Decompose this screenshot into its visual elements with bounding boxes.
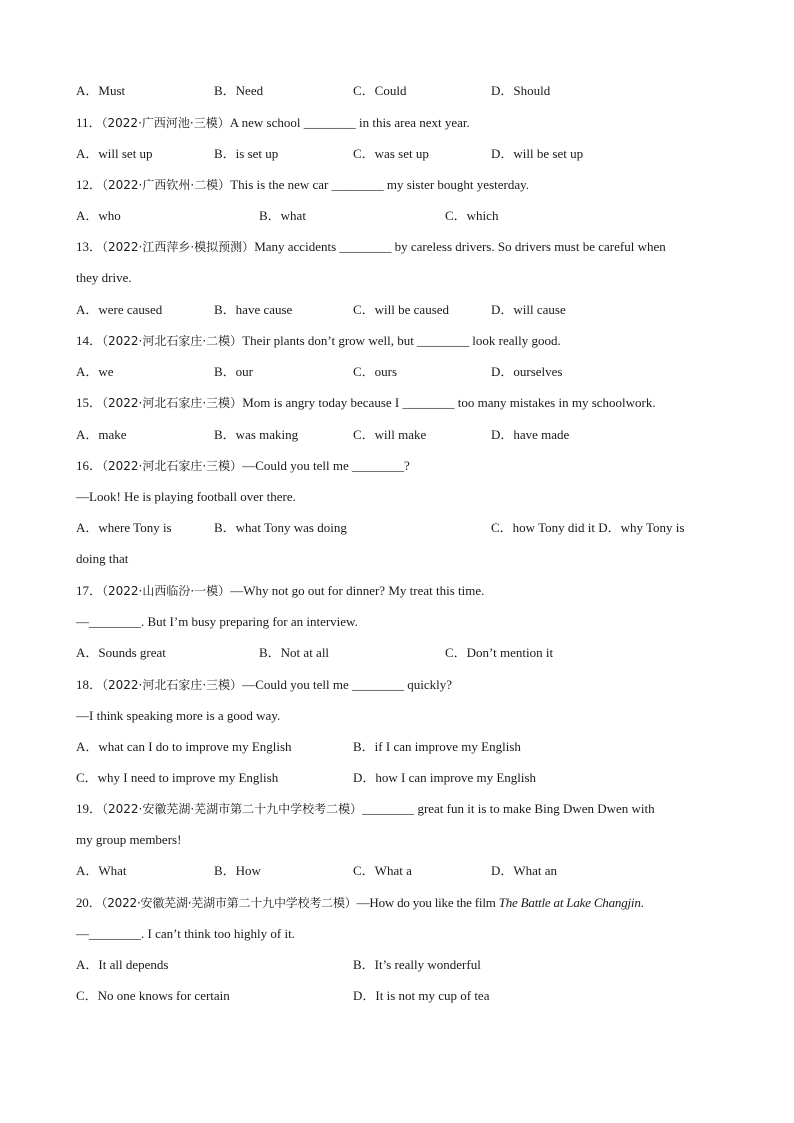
q19-source: （2022·安徽芜湖·芜湖市第二十九中学校考二模） xyxy=(102,802,363,816)
q16-option-a: A．where Tony is xyxy=(76,520,172,535)
q16-number: 16． xyxy=(76,458,103,473)
q17-number: 17． xyxy=(76,583,103,598)
q16-reply: —Look! He is playing football over there. xyxy=(76,489,296,504)
q13-stem-line xyxy=(76,237,666,257)
q20-option-c: C．No one knows for certain xyxy=(76,988,230,1003)
q10-option-a: A．Must xyxy=(76,83,126,98)
q19-option-c: C．What a xyxy=(353,863,412,878)
q13-option-d: D．will cause xyxy=(491,302,566,317)
q12-option-c: C．which xyxy=(445,208,499,223)
q12-stem-line xyxy=(76,175,529,195)
q13-number: 13． xyxy=(76,239,103,254)
q19-number: 19． xyxy=(76,801,103,816)
q16-options-cont: doing that xyxy=(76,551,129,566)
q18-stem-line xyxy=(76,675,452,695)
q18-option-c: C．why I need to improve my English xyxy=(76,770,279,785)
q15-option-d: D．have made xyxy=(491,427,570,442)
q17-option-b: B．Not at all xyxy=(259,645,330,660)
q11-option-c: C．was set up xyxy=(353,146,429,161)
q14-option-d: D．ourselves xyxy=(491,364,563,379)
q20-number: 20． xyxy=(76,895,102,910)
q11-number: 11． xyxy=(76,115,102,130)
q10-option-d: D．Should xyxy=(491,83,551,98)
q12-option-b: B．what xyxy=(259,208,306,223)
q15-stem-line xyxy=(76,393,656,413)
q18-option-a: A．what can I do to improve my English xyxy=(76,739,292,754)
q13-option-b: B．have cause xyxy=(214,302,293,317)
q16-stem-line xyxy=(76,456,410,476)
q15-source: （2022·河北石家庄·三模） xyxy=(102,396,243,410)
q18-option-d: D．how I can improve my English xyxy=(353,770,537,785)
q14-option-b: B．our xyxy=(214,364,254,379)
q20-option-b: B．It’s really wonderful xyxy=(353,957,481,972)
q16-option-cd: C．how Tony did it D．why Tony is xyxy=(491,520,685,535)
q17-stem-line xyxy=(76,581,484,601)
q20-reply: —________. I can’t think too highly of it. xyxy=(76,926,295,941)
q11-source: （2022·广西河池·三模） xyxy=(101,116,230,130)
q20-stem-end: . xyxy=(640,895,644,910)
q19-stem-line xyxy=(76,799,655,819)
q12-number: 12． xyxy=(76,177,103,192)
q14-number: 14． xyxy=(76,333,103,348)
q19-option-d: D．What an xyxy=(491,863,558,878)
q13-stem-cont: they drive. xyxy=(76,270,132,285)
q11-option-a: A．will set up xyxy=(76,146,153,161)
q10-option-b: B．Need xyxy=(214,83,264,98)
q18-stem: —Could you tell me ________ quickly? xyxy=(242,677,452,692)
q18-number: 18． xyxy=(76,677,103,692)
q19-stem: ________ great fun it is to make Bing Dwen Dwen with xyxy=(362,801,655,816)
q16-source: （2022·河北石家庄·三模） xyxy=(102,459,243,473)
q16-stem: —Could you tell me ________? xyxy=(242,458,410,473)
q15-stem: Mom is angry today because I ________ too many mistakes in my schoolwork. xyxy=(242,395,656,410)
q20-option-a: A．It all depends xyxy=(76,957,169,972)
q17-reply: —________. But I’m busy preparing for an interview. xyxy=(76,614,358,629)
q17-option-a: A．Sounds great xyxy=(76,645,166,660)
q17-option-c: C．Don’t mention it xyxy=(445,645,554,660)
q11-option-d: D．will be set up xyxy=(491,146,584,161)
q12-source: （2022·广西钦州·二模） xyxy=(102,178,231,192)
q18-source: （2022·河北石家庄·三模） xyxy=(102,678,243,692)
q13-option-c: C．will be caused xyxy=(353,302,450,317)
q12-option-a: A．who xyxy=(76,208,121,223)
q13-stem: Many accidents ________ by careless drivers. So drivers must be careful when xyxy=(254,239,666,254)
q17-source: （2022·山西临汾·一模） xyxy=(102,584,231,598)
q20-stem: —How do you like the film xyxy=(356,895,499,910)
q13-source: （2022·江西萍乡·模拟预测） xyxy=(102,240,255,254)
q15-option-b: B．was making xyxy=(214,427,299,442)
q19-option-b: B．How xyxy=(214,863,261,878)
q17-stem: —Why not go out for dinner? My treat this time. xyxy=(230,583,485,598)
q19-option-a: A．What xyxy=(76,863,127,878)
q13-option-a: A．were caused xyxy=(76,302,163,317)
q20-stem-line xyxy=(76,893,644,913)
q15-option-c: C．will make xyxy=(353,427,427,442)
q11-option-b: B．is set up xyxy=(214,146,279,161)
q14-stem-line xyxy=(76,331,561,351)
q20-source: （2022·安徽芜湖·芜湖市第二十九中学校考二模） xyxy=(101,896,357,910)
q19-stem-cont: my group members! xyxy=(76,832,182,847)
q18-reply: —I think speaking more is a good way. xyxy=(76,708,281,723)
q12-stem: This is the new car ________ my sister bought yesterday. xyxy=(230,177,530,192)
q11-stem-line xyxy=(76,113,470,133)
q14-stem: Their plants don’t grow well, but ________ look really good. xyxy=(242,333,561,348)
q20-option-d: D．It is not my cup of tea xyxy=(353,988,490,1003)
q18-option-b: B．if I can improve my English xyxy=(353,739,521,754)
q14-option-a: A．we xyxy=(76,364,114,379)
q16-option-b: B．what Tony was doing xyxy=(214,520,347,535)
q15-number: 15． xyxy=(76,395,103,410)
q14-option-c: C．ours xyxy=(353,364,398,379)
q20-film-title: The Battle at Lake Changjin xyxy=(498,895,641,910)
q14-source: （2022·河北石家庄·二模） xyxy=(102,334,243,348)
q10-option-c: C．Could xyxy=(353,83,407,98)
q15-option-a: A．make xyxy=(76,427,127,442)
q11-stem: A new school ________ in this area next year. xyxy=(229,115,470,130)
